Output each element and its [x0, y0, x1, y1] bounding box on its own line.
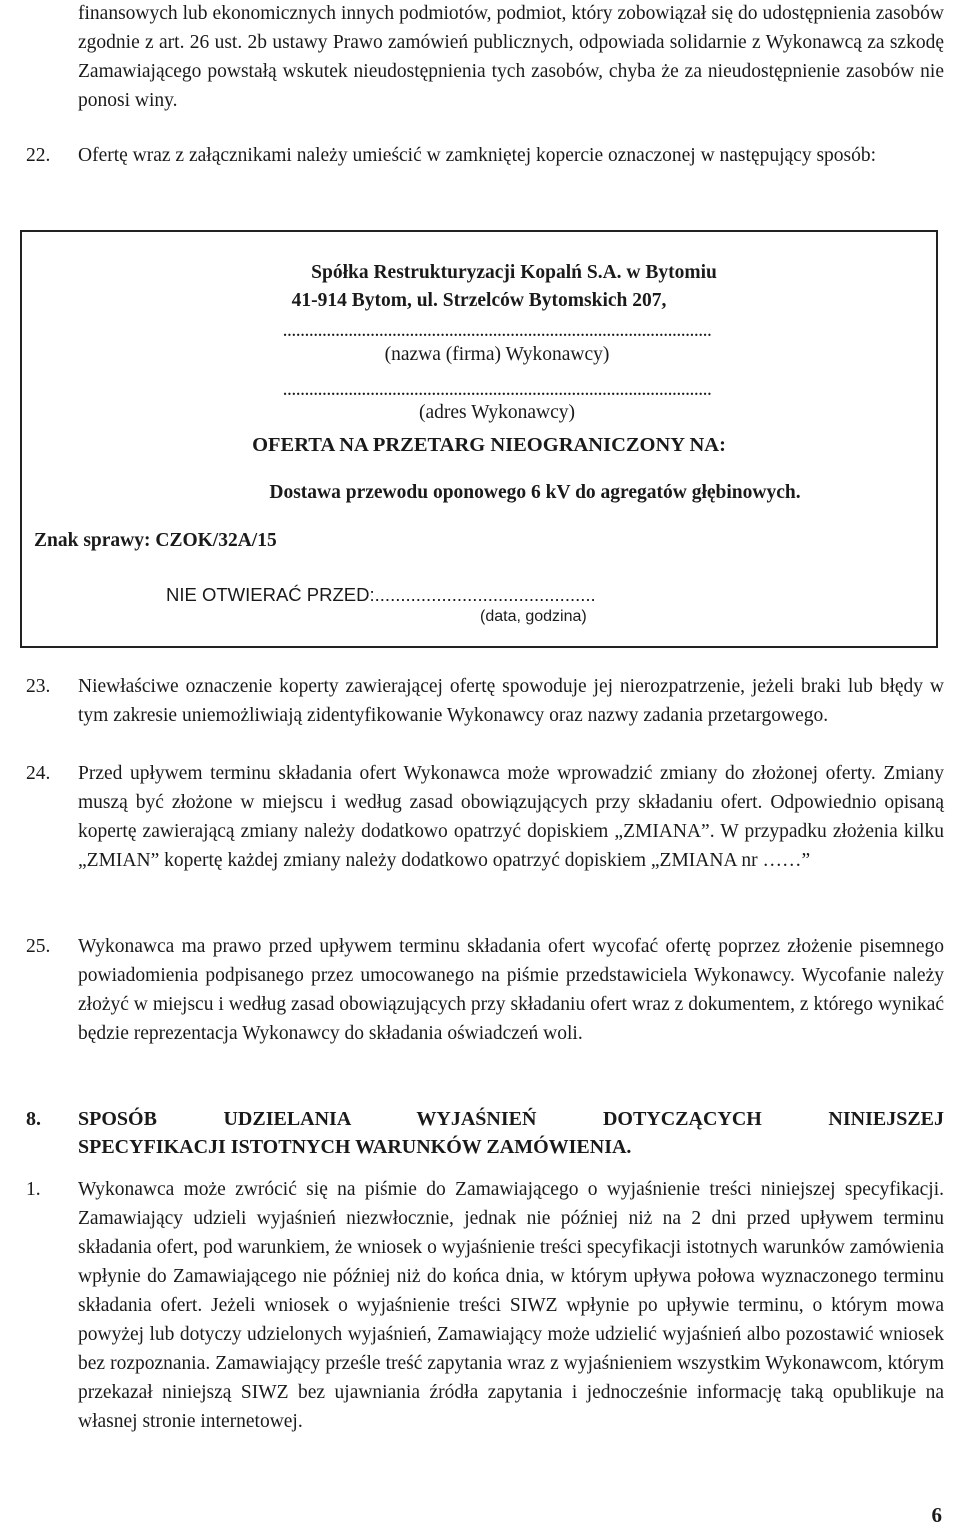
paragraph-text: Wykonawca ma prawo przed upływem terminu składania ofert wycofać ofertę poprzez złożenie pisemnego powiadomienia podpisanego przez umocowanego na piśmie przedstawiciela Wykonawcy. Wycofanie należy złożyć w miejscu i według zasad obowiązujących przy składaniu ofert wraz z dokumentem, z którego wynikać będzie reprezentacja Wykonawcy do składania oświadczeń woli. — [78, 936, 944, 1044]
envelope-subject: Dostawa przewodu oponowego 6 kV do agregatów głębinowych. — [269, 482, 801, 503]
paragraph-text: Ofertę wraz z załącznikami należy umieścić w zamkniętej kopercie oznaczonej w następujący sposób: — [78, 145, 877, 166]
envelope-address: 41-914 Bytom, ul. Strzelców Bytomskich 207, — [291, 290, 667, 311]
item-number: 23. — [26, 676, 51, 697]
item-number: 22. — [26, 145, 51, 166]
item-22 — [26, 141, 944, 170]
item-number: 1. — [26, 1179, 41, 1200]
envelope-do-not-open: NIE OTWIERAĆ PRZED:........................................... — [166, 584, 596, 605]
envelope-date-label: (data, godzina) — [480, 608, 587, 625]
paragraph-text: finansowych lub ekonomicznych innych podmiotów, podmiot, który zobowiązał się do udostępnienia zasobów zgodnie z art. 26 ust. 2b ustawy Prawo zamówień publicznych, odpowiada solidarnie z Wykonawcą za szkodę Zamawiającego powstałą wskutek nieudostępnienia tych zasobów, chyba że za nieudostępnienie zasobów nie ponosi winy. — [78, 3, 944, 111]
section-item-1 — [26, 1175, 944, 1436]
item-number: 24. — [26, 763, 51, 784]
item-24 — [26, 759, 944, 875]
paragraph-text: Niewłaściwe oznaczenie koperty zawierającej ofertę spowoduje jej nierozpatrzenie, jeżeli braki lub błędy w tym zakresie uniemożliwiają zidentyfikowanie Wykonawcy oraz nazwy zadania przetargowego. — [78, 676, 944, 726]
paragraph-text: Przed upływem terminu składania ofert Wykonawca może wprowadzić zmiany do złożonej oferty. Zmiany muszą być złożone w miejscu i według zasad obowiązujących przy składaniu ofert. Odpowiednio opisaną kopertę zawierającą zmiany należy dodatkowo opatrzyć dopiskiem „ZMIANA”. W przypadku złożenia kilku „ZMIAN” kopertę każdej zmiany należy dodatkowo opatrzyć dopiskiem „ZMIANA nr ……” — [78, 763, 944, 871]
item-23 — [26, 672, 944, 730]
item-21-continuation — [26, 0, 944, 115]
envelope-dots-name: .................................................................................................. — [282, 320, 712, 341]
envelope-company: Spółka Restrukturyzacji Kopalń S.A. w Bytomiu — [311, 262, 717, 283]
section-heading — [26, 1105, 944, 1161]
item-number: 25. — [26, 936, 51, 957]
section-title-line-1: SPOSÓB UDZIELANIA WYJAŚNIEŃ DOTYCZĄCYCH NINIEJSZEJ — [78, 1108, 944, 1130]
page-number: 6 — [931, 1503, 942, 1527]
envelope-address-label: (adres Wykonawcy) — [418, 402, 576, 423]
envelope-dots-address: .................................................................................................. — [282, 379, 712, 400]
envelope-label-box — [20, 230, 938, 648]
section-number: 8. — [26, 1108, 41, 1130]
item-25 — [26, 932, 944, 1048]
envelope-offer-title: OFERTA NA PRZETARG NIEOGRANICZONY NA: — [252, 434, 726, 456]
paragraph-text: Wykonawca może zwrócić się na piśmie do Zamawiającego o wyjaśnienie treści niniejszej specyfikacji. Zamawiający udzieli wyjaśnień niezwłocznie, jednak nie później niż na 2 dni przed upływem terminu składania ofert, pod warunkiem, że wniosek o wyjaśnienie treści specyfikacji istotnych warunków zamówienia wpłynie do Zamawiającego nie później niż do końca dnia, w którym upływa połowa wyznaczonego terminu składania ofert. Jeżeli wniosek o wyjaśnienie treści SIWZ wpłynie po upływie terminu, o którym mowa powyżej lub dotyczy udzielonych wyjaśnień, Zamawiający może udzielić wyjaśnień albo pozostawić wniosek bez rozpoznania. Zamawiający prześle treść zapytania wraz z wyjaśnieniem wszystkim Wykonawcom, którym przekazał niniejszą SIWZ bez ujawniania źródła zapytania i jednocześnie informację taką opublikuje na własnej stronie internetowej. — [78, 1179, 944, 1432]
envelope-name-label: (nazwa (firma) Wykonawcy) — [384, 344, 610, 365]
section-title-line-2: SPECYFIKACJI ISTOTNYCH WARUNKÓW ZAMÓWIENIA. — [78, 1136, 632, 1158]
envelope-case-number: Znak sprawy: CZOK/32A/15 — [34, 530, 277, 551]
